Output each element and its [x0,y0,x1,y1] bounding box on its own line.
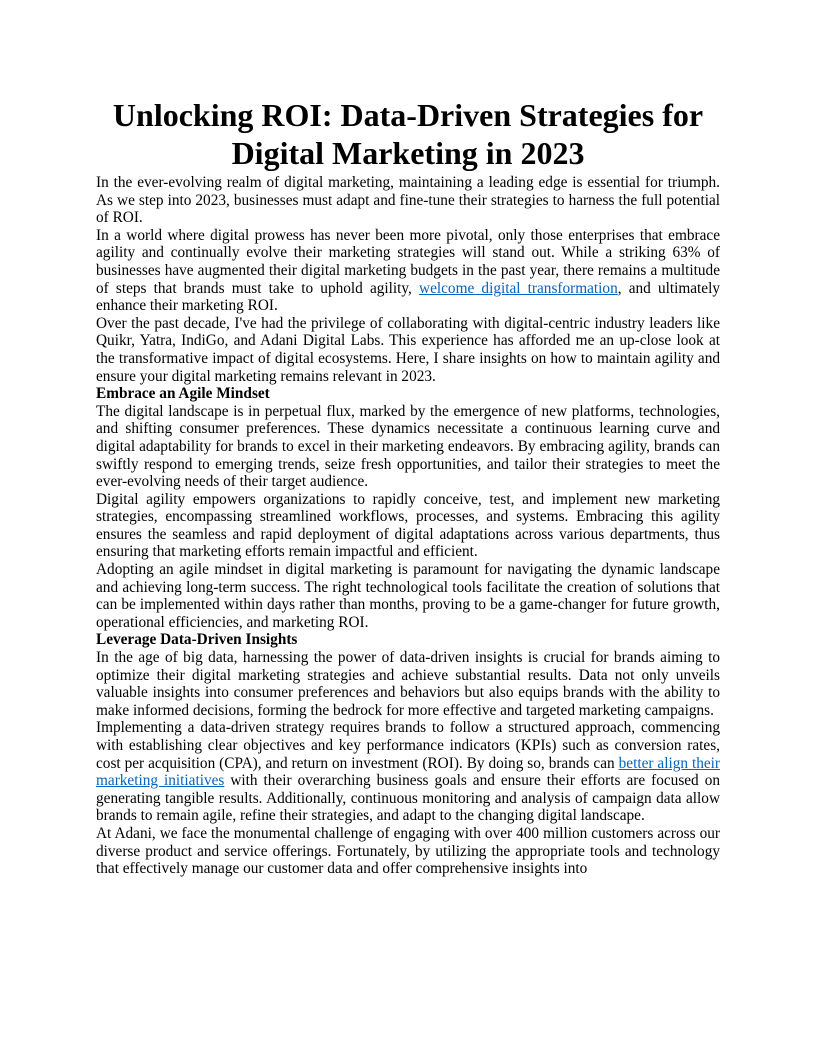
insights-2-text-before: Implementing a data-driven strategy requires brands to follow a structured approach, commencing with establishing clear objectives and key performance indicators (KPIs) such as conversion rates, cost per acquisition (CPA), and return on investment (ROI). By doing so, brands can [96,719,720,772]
intro-2-text-before: In a world where digital prowess has never been more pivotal, only those enterprises that embrace agility and continually evolve their marketing strategies will stand out. While a striking 63% of businesses have augmented their digital marketing budgets in the past year, there remains a multitude of steps that brands must take to uphold agility, [96,226,720,297]
intro-paragraph-2 [96,227,720,315]
agile-paragraph-2: Digital agility empowers organizations to rapidly conceive, test, and implement new marketing strategies, encompassing streamlined workflows, processes, and systems. Embracing this agility ensures the seamless and rapid deployment of digital adaptations across various departments, thus ensuring that marketing efforts remain impactful and efficient. [96,490,720,561]
agile-paragraph-1: The digital landscape is in perpetual flux, marked by the emergence of new platforms, technologies, and shifting consumer preferences. These dynamics necessitate a continuous learning curve and digital adaptability for brands to excel in their marketing endeavors. By embracing agility, brands can swiftly respond to emerging trends, seize fresh opportunities, and tailor their strategies to meet the ever-evolving needs of their target audience. [96,402,720,491]
insights-2-text-after: with their overarching business goals and ensure their efforts are focused on generating tangible results. Additionally, continuous monitoring and analysis of campaign data allow brands to remain agile, refine their strategies, and adapt to the changing digital landscape. [96,772,721,825]
better-align-link[interactable]: better align their marketing initiatives [96,754,720,790]
section-heading-agile-mindset: Embrace an Agile Mindset [96,385,270,403]
section-heading-data-driven-insights: Leverage Data-Driven Insights [96,631,298,649]
intro-2-text-after: , and ultimately enhance their marketing ROI. [96,279,720,315]
welcome-digital-transformation-link[interactable]: welcome digital transformation [419,279,618,297]
intro-paragraph-3: Over the past decade, I've had the privilege of collaborating with digital-centric industry leaders like Quikr, Yatra, IndiGo, and Adani Digital Labs. This experience has afforded me an up-close look at the transformative impact of digital ecosystems. Here, I share insights on how to maintain agility and ensure your digital marketing remains relevant in 2023. [96,314,720,385]
agile-paragraph-3: Adopting an agile mindset in digital marketing is paramount for navigating the dynamic landscape and achieving long-term success. The right technological tools facilitate the creation of solutions that can be implemented within days rather than months, proving to be a game-changer for future growth, operational efficiencies, and marketing ROI. [96,561,720,631]
intro-paragraph-1: In the ever-evolving realm of digital marketing, maintaining a leading edge is essential for triumph. As we step into 2023, businesses must adapt and fine-tune their strategies to harness the full potential of ROI. [96,174,720,227]
article-title: Unlocking ROI: Data-Driven Strategies for Digital Marketing in 2023 [112,97,704,171]
insights-paragraph-3: At Adani, we face the monumental challenge of engaging with over 400 million customers across our diverse product and service offerings. Fortunately, by utilizing the appropriate tools and technology that effectively manage our customer data and offer comprehensive insights into [96,824,720,878]
insights-paragraph-1: In the age of big data, harnessing the power of data-driven insights is crucial for brands aiming to optimize their digital marketing strategies and achieve substantial results. Data not only unveils valuable insights into consumer preferences and behaviors but also equips brands with the ability to make informed decisions, forming the bedrock for more effective and targeted marketing campaigns. [96,649,720,719]
insights-paragraph-2 [96,719,720,825]
document-page [96,96,720,878]
